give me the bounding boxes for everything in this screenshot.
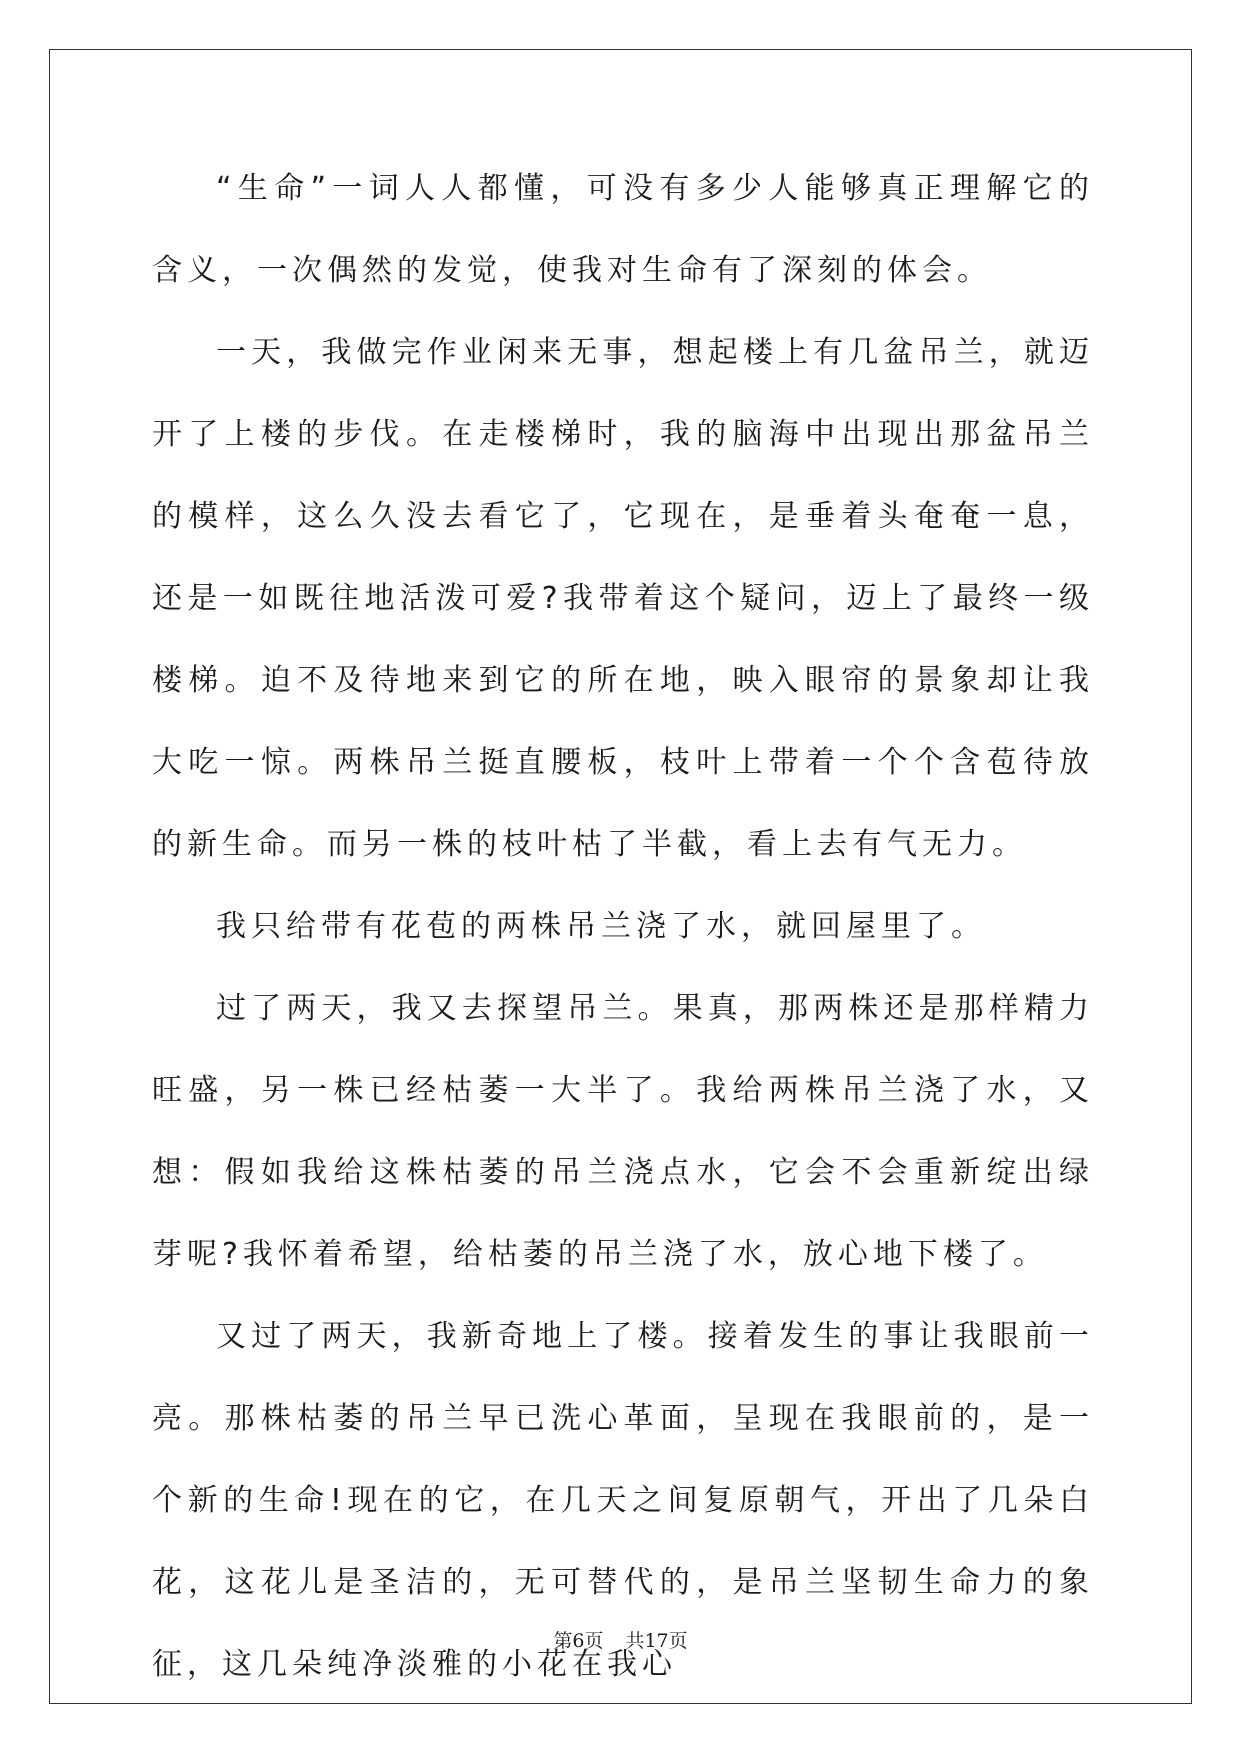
- document-body: [152, 148, 1094, 1706]
- paragraph-1: “生命”一词人人都懂，可没有多少人能够真正理解它的含义，一次偶然的发觉，使我对生命有了深刻的体会。: [152, 171, 1094, 288]
- page-total: 共17页: [625, 1630, 688, 1652]
- page-number: 第6页: [553, 1630, 604, 1652]
- paragraph-5: 又过了两天，我新奇地上了楼。接着发生的事让我眼前一亮。那株枯萎的吊兰早已洗心革面，呈现在我眼前的，是一个新的生命!现在的它，在几天之间复原朝气，开出了几朵白花，这花儿是圣洁的，无可替代的，是吊兰坚韧生命力的象征，这几朵纯净淡雅的小花在我心: [152, 1319, 1094, 1682]
- paragraph-4: 过了两天，我又去探望吊兰。果真，那两株还是那样精力旺盛，另一株已经枯萎一大半了。我给两株吊兰浇了水，又想：假如我给这株枯萎的吊兰浇点水，它会不会重新绽出绿芽呢?我怀着希望，给枯萎的吊兰浇了水，放心地下楼了。: [152, 991, 1094, 1272]
- paragraph-3: 我只给带有花苞的两株吊兰浇了水，就回屋里了。: [216, 909, 986, 944]
- page-footer: [0, 1626, 1241, 1653]
- paragraph-2: 一天，我做完作业闲来无事，想起楼上有几盆吊兰，就迈开了上楼的步伐。在走楼梯时，我的脑海中出现出那盆吊兰的模样，这么久没去看它了，它现在，是垂着头奄奄一息，还是一如既往地活泼可爱?我带着这个疑问，迈上了最终一级楼梯。迫不及待地来到它的所在地，映入眼帘的景象却让我大吃一惊。两株吊兰挺直腰板，枝叶上带着一个个含苞待放的新生命。而另一株的枝叶枯了半截，看上去有气无力。: [152, 335, 1094, 862]
